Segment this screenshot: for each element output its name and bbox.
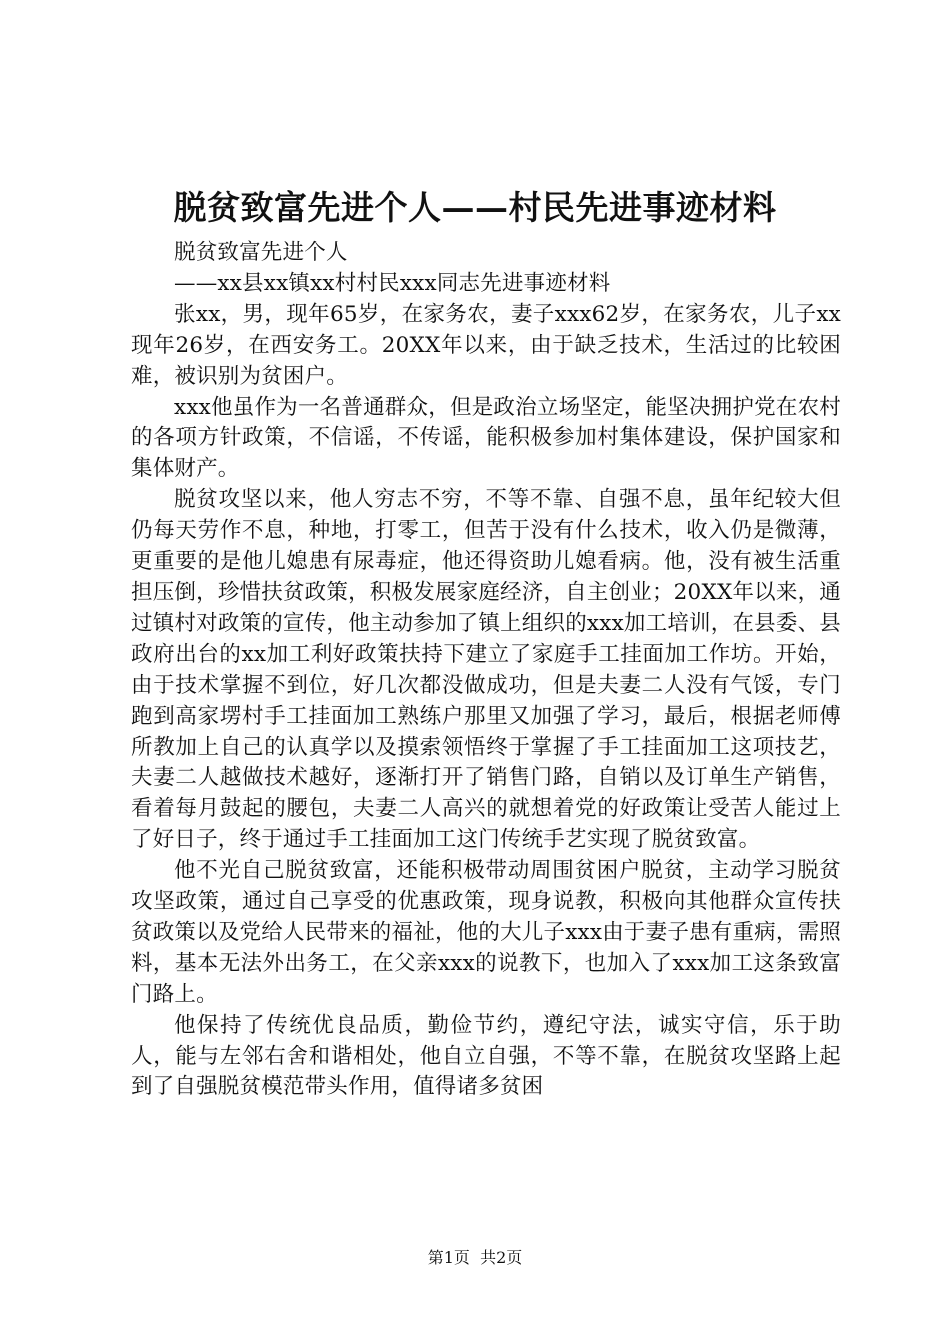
document-title: 脱贫致富先进个人——村民先进事迹材料 — [173, 188, 777, 227]
body-paragraph: xxx他虽作为一名普通群众，但是政治立场坚定，能坚决拥护党在农村的各项方针政策，不信谣，不传谣，能积极参加村集体建设，保护国家和集体财产。 — [131, 394, 841, 482]
page-number-footer: 第1页 共2页 — [427, 1248, 523, 1267]
subtitle-line: ——xx县xx镇xx村村民xxx同志先进事迹材料 — [174, 270, 611, 296]
body-paragraph: 张xx，男，现年65岁，在家务农，妻子xxx62岁，在家务农，儿子xx现年26岁，在西安务工。20XX年以来，由于缺乏技术，生活过的比较困难，被识别为贫困户。 — [131, 301, 841, 389]
document-body — [131, 238, 841, 1103]
subtitle-line: 脱贫致富先进个人 — [174, 240, 348, 265]
body-paragraph: 他不光自己脱贫致富，还能积极带动周围贫困户脱贫，主动学习脱贫攻坚政策，通过自己享受的优惠政策，现身说教，积极向其他群众宣传扶贫政策以及党给人民带来的福祉，他的大儿子xxx由于妻子患有重病，需照料，基本无法外出务工，在父亲xxx的说教下，也加入了xxx加工这条致富门路上。 — [131, 858, 841, 1007]
body-paragraph: 他保持了传统优良品质，勤俭节约，遵纪守法，诚实守信，乐于助人，能与左邻右舍和谐相处，他自立自强，不等不靠，在脱贫攻坚路上起到了自强脱贫模范带头作用，值得诸多贫困 — [131, 1012, 841, 1100]
body-paragraph: 脱贫攻坚以来，他人穷志不穷，不等不靠、自强不息，虽年纪较大但仍每天劳作不息，种地，打零工，但苦于没有什么技术，收入仍是微薄，更重要的是他儿媳患有尿毒症，他还得资助儿媳看病。他，没有被生活重担压倒，珍惜扶贫政策，积极发展家庭经济，自主创业；20XX年以来，通过镇村对政策的宣传，他主动参加了镇上组织的xxx加工培训，在县委、县政府出台的xx加工利好政策扶持下建立了家庭手工挂面加工作坊。开始，由于技术掌握不到位，好几次都没做成功，但是夫妻二人没有气馁，专门跑到高家塄村手工挂面加工熟练户那里又加强了学习，最后，根据老师傅所教加上自己的认真学以及摸索领悟终于掌握了手工挂面加工这项技艺，夫妻二人越做技术越好，逐渐打开了销售门路，自销以及订单生产销售，看着每月鼓起的腰包，夫妻二人高兴的就想着党的好政策让受苦人能过上了好日子，终于通过手工挂面加工这门传统手艺实现了脱贫致富。 — [131, 487, 841, 853]
